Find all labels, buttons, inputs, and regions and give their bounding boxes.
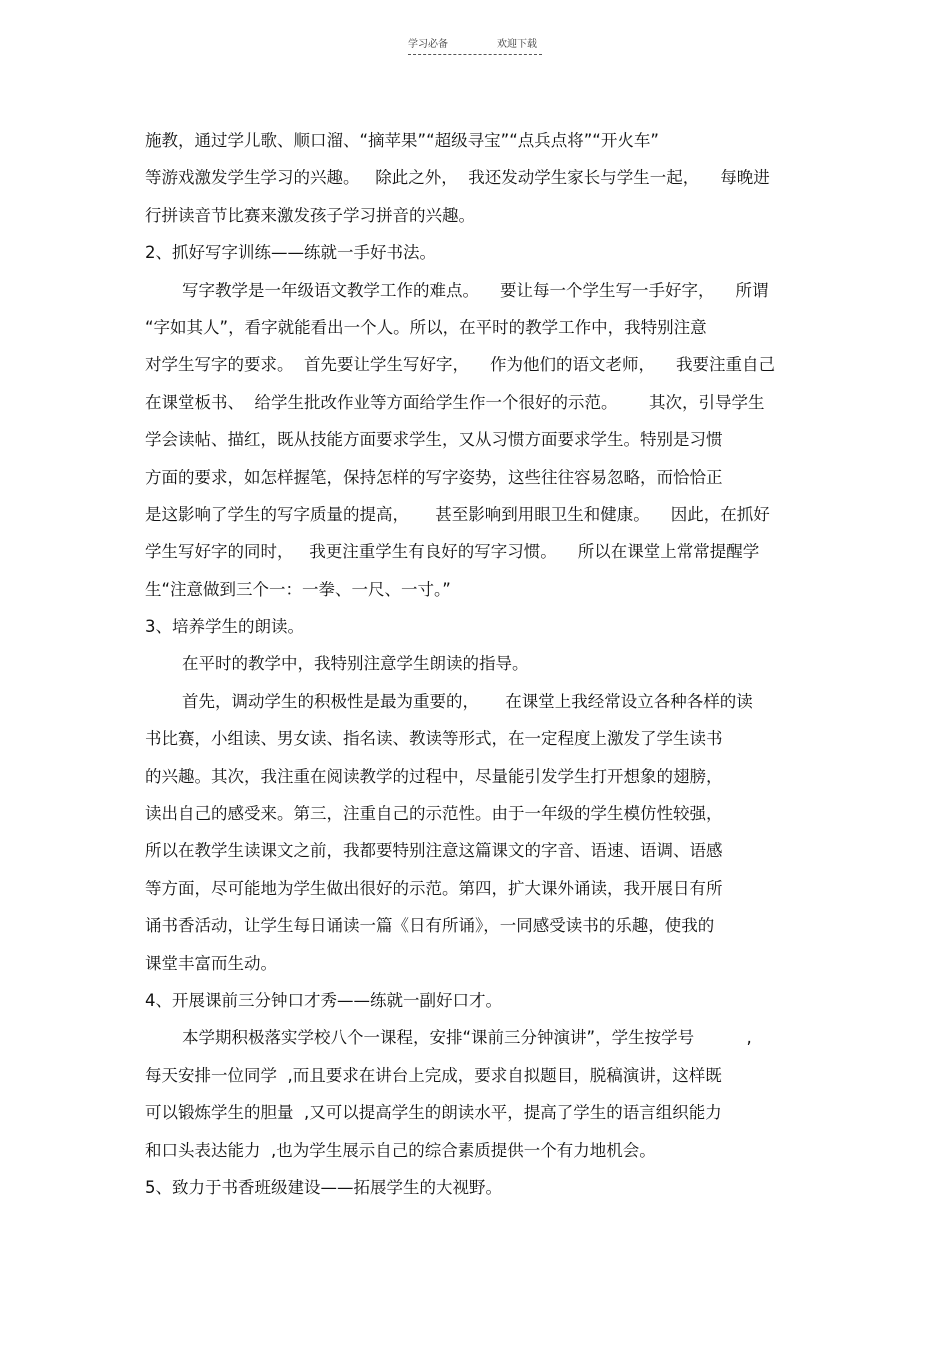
text-line: 读出自己的感受来。第三，注重自己的示范性。由于一年级的学生模仿性较强，: [145, 804, 723, 824]
text-line: 在课堂板书、 给学生批改作业等方面给学生作一个很好的示范。 其次，引导学生: [145, 392, 765, 412]
text-line: 生“注意做到三个一：一拳、一尺、一寸。”: [145, 579, 451, 599]
paragraph-first-line: 在平时的教学中，我特别注意学生朗读的指导。: [182, 654, 529, 674]
text-line: 行拼读音节比赛来激发孩子学习拼音的兴趣。: [145, 205, 475, 225]
text-line: 诵书香活动，让学生每日诵读一篇《日有所诵》，一同感受读书的乐趣，使我的: [145, 916, 715, 936]
text-line: 施教，通过学儿歌、顺口溜、“摘苹果”“超级寻宝”“点兵点将”“开火车”: [145, 131, 659, 150]
paragraph-first-line: 首先，调动学生的积极性是最为重要的， 在课堂上我经常设立各种各样的读: [182, 691, 753, 711]
text-line: 和口头表达能力 ,也为学生展示自己的综合素质提供一个有力地机会。: [145, 1140, 656, 1160]
text-line: 学生写好字的同时， 我更注重学生有良好的写字习惯。 所以在课堂上常常提醒学: [145, 542, 760, 562]
text-line: 等游戏激发学生学习的兴趣。 除此之外， 我还发动学生家长与学生一起， 每晚进: [145, 168, 770, 188]
section-heading: 5、致力于书香班级建设——拓展学生的大视野。: [145, 1177, 502, 1197]
header-divider: [408, 54, 542, 55]
document-body: [145, 122, 817, 1206]
section-heading: 4、开展课前三分钟口才秀——练就一副好口才。: [145, 990, 502, 1010]
page-header: [408, 38, 542, 58]
text-line: 方面的要求，如怎样握笔，保持怎样的写字姿势，这些往往容易忽略，而恰恰正: [145, 467, 723, 487]
text-line: 可以锻炼学生的胆量 ,又可以提高学生的朗读水平，提高了学生的语言组织能力: [145, 1103, 722, 1123]
text-line: 书比赛，小组读、男女读、指名读、教读等形式，在一定程度上激发了学生读书: [145, 729, 723, 749]
text-line: 的兴趣。其次，我注重在阅读教学的过程中，尽量能引发学生打开想象的翅膀，: [145, 766, 723, 786]
text-line: 学会读帖、描红，既从技能方面要求学生，又从习惯方面要求学生。特别是习惯: [145, 430, 723, 450]
text-line: 是这影响了学生的写字质量的提高， 甚至影响到用眼卫生和健康。 因此，在抓好: [145, 504, 770, 524]
text-line: 对学生写字的要求。 首先要让学生写好字， 作为他们的语文老师， 我要注重自己: [145, 355, 775, 375]
text-line: 每天安排一位同学 ,而且要求在讲台上完成，要求自拟题目，脱稿演讲，这样既: [145, 1065, 722, 1085]
header-right-text: 欢迎下载: [497, 39, 537, 50]
header-left-text: 学习必备: [408, 39, 448, 50]
text-line: 等方面，尽可能地为学生做出很好的示范。第四，扩大课外诵读，我开展日有所: [145, 878, 723, 898]
text-line: 课堂丰富而生动。: [145, 953, 277, 973]
paragraph-first-line: 写字教学是一年级语文教学工作的难点。 要让每一个学生写一手好字， 所谓: [182, 280, 769, 300]
paragraph-first-line: 本学期积极落实学校八个一课程，安排“课前三分钟演讲”，学生按学号 ,: [182, 1028, 752, 1048]
section-heading: 2、抓好写字训练——练就一手好书法。: [145, 243, 436, 263]
text-line: 所以在教学生读课文之前，我都要特别注意这篇课文的字音、语速、语调、语感: [145, 841, 723, 861]
section-heading: 3、培养学生的朗读。: [145, 617, 304, 637]
text-line: “字如其人”，看字就能看出一个人。所以，在平时的教学工作中，我特别注意: [145, 317, 707, 337]
